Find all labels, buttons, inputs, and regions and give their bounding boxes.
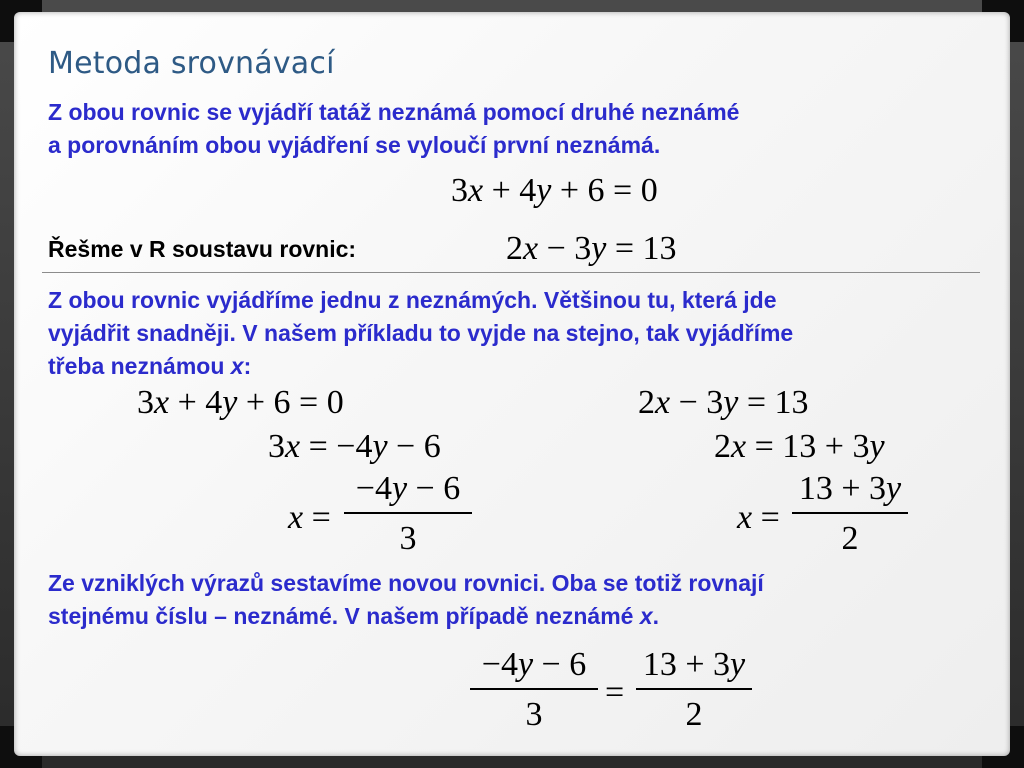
intro-line-1: Z obou rovnic se vyjádří tatáž neznámá pomocí druhé neznámé bbox=[48, 99, 740, 125]
left-equation-3-lhs: x = bbox=[288, 499, 331, 536]
conclusion-line-2 bbox=[48, 600, 988, 633]
left-fraction-bar bbox=[344, 512, 472, 514]
right-fraction-bar bbox=[792, 512, 908, 514]
left-equation-2: 3x = −4y − 6 bbox=[268, 428, 441, 465]
final-right-bar bbox=[636, 688, 752, 690]
conclusion-line-2-suffix: . bbox=[652, 603, 660, 629]
step-line-2: vyjádřit snadněji. V našem příkladu to vyjde na stejno, tak vyjádříme bbox=[48, 320, 794, 346]
right-fraction-denominator: 2 bbox=[841, 520, 859, 557]
right-equation-1: 2x − 3y = 13 bbox=[638, 384, 809, 421]
step-line-3-variable: x bbox=[230, 353, 244, 379]
final-left-denominator: 3 bbox=[525, 696, 543, 733]
final-left-numerator: −4y − 6 bbox=[481, 646, 587, 683]
conclusion-line-1: Ze vzniklých výrazů sestavíme novou rovnici. Oba se totiž rovnají bbox=[48, 570, 764, 596]
step-line-1: Z obou rovnic vyjádříme jednu z neznámých. Většinou tu, která jde bbox=[48, 287, 777, 313]
right-fraction-numerator: 13 + 3y bbox=[798, 470, 902, 507]
whiteboard bbox=[14, 12, 1010, 756]
divider bbox=[42, 272, 980, 273]
page-title: Metoda srovnávací bbox=[48, 46, 335, 81]
left-equation-1: 3x + 4y + 6 = 0 bbox=[137, 384, 344, 421]
conclusion-line-2-prefix: stejnému číslu – neznámé. V našem případě neznámé bbox=[48, 603, 640, 629]
intro-line-2: a porovnáním obou vyjádření se vyloučí první neznámá. bbox=[48, 132, 661, 158]
step-line-3-prefix: třeba neznámou bbox=[48, 353, 231, 379]
right-equation-3-lhs: x = bbox=[737, 499, 780, 536]
final-right-denominator: 2 bbox=[685, 696, 703, 733]
right-fraction bbox=[792, 470, 908, 558]
conclusion-line-2-variable: x bbox=[639, 603, 653, 629]
intro-paragraph bbox=[48, 96, 988, 162]
system-equation-2: 2x − 3y = 13 bbox=[506, 230, 677, 267]
system-label: Řešme v R soustavu rovnic: bbox=[48, 236, 357, 262]
step-paragraph bbox=[48, 284, 988, 383]
conclusion-paragraph bbox=[48, 567, 988, 633]
left-fraction bbox=[344, 470, 472, 558]
left-fraction-denominator: 3 bbox=[399, 520, 417, 557]
left-fraction-numerator: −4y − 6 bbox=[355, 470, 461, 507]
system-equation-1: 3x + 4y + 6 = 0 bbox=[451, 172, 658, 209]
final-right-fraction bbox=[636, 646, 752, 734]
final-left-fraction bbox=[470, 646, 598, 734]
right-equation-2: 2x = 13 + 3y bbox=[714, 428, 885, 465]
final-right-numerator: 13 + 3y bbox=[642, 646, 746, 683]
step-line-3 bbox=[48, 350, 988, 383]
step-line-3-suffix: : bbox=[243, 353, 252, 379]
final-left-bar bbox=[470, 688, 598, 690]
final-equals-sign: = bbox=[605, 674, 625, 711]
